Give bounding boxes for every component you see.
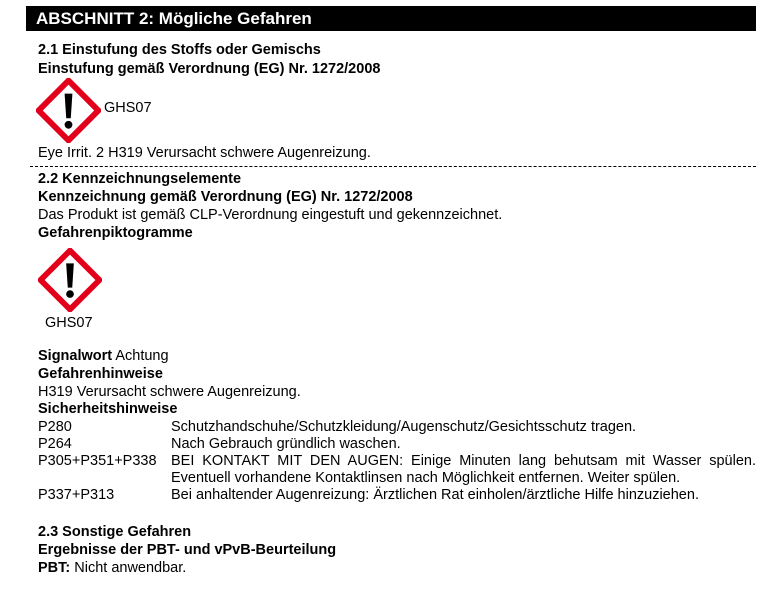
precaution-code: P280 [38,419,72,435]
pictogram-label: GHS07 [104,100,152,116]
precaution-row [38,453,756,487]
signal-word-label: Signalwort [38,348,113,364]
pbt-value: Nicht anwendbar. [70,560,187,576]
section-2-2-heading: 2.2 Kennzeichnungselemente [38,171,242,187]
section-2-3-subheading: Ergebnisse der PBT- und vPvB-Beurteilung [38,542,337,558]
precaution-heading: Sicherheitshinweise [38,401,178,417]
pbt-label: PBT: [38,560,71,576]
ghs07-icon [36,78,101,143]
precaution-row [38,436,756,453]
section-divider [30,166,756,167]
precaution-code: P264 [38,436,72,452]
precaution-text: Bei anhaltender Augenreizung: Ärztlichen Rat einholen/ärztliche Hilfe hinzuziehen. [171,487,699,503]
precaution-text: Nach Gebrauch gründlich waschen. [171,436,401,452]
pictogram-label: GHS07 [45,315,93,331]
section-2-3-heading: 2.3 Sonstige Gefahren [38,524,192,540]
precaution-code: P305+P351+P338 [38,453,157,469]
precaution-row [38,487,756,504]
section-title: ABSCHNITT 2: Mögliche Gefahren [26,6,756,31]
section-2-1-subheading: Einstufung gemäß Verordnung (EG) Nr. 1272/2008 [38,61,381,77]
signal-word-value: Achtung [112,348,169,364]
precaution-code: P337+P313 [38,487,115,503]
hazard-statement: H319 Verursacht schwere Augenreizung. [38,384,301,400]
clp-statement: Das Produkt ist gemäß CLP-Verordnung eingestuft und gekennzeichnet. [38,207,503,223]
ghs07-icon [38,248,102,312]
signal-word [38,348,169,365]
precaution-text: BEI KONTAKT MIT DEN AUGEN: Einige Minuten lang behutsam mit Wasser spülen. Eventuell vorhandene Kontaktlinsen nach Möglichkeit entfernen. Weiter spülen. [171,453,756,486]
precaution-text: Schutzhandschuhe/Schutzkleidung/Augenschutz/Gesichtsschutz tragen. [171,419,637,435]
pbt-result [38,560,186,577]
precaution-row [38,419,756,436]
hazard-heading: Gefahrenhinweise [38,366,163,382]
classification-text: Eye Irrit. 2 H319 Verursacht schwere Augenreizung. [38,145,371,161]
section-2-2-subheading: Kennzeichnung gemäß Verordnung (EG) Nr. 1272/2008 [38,189,413,205]
precaution-list [38,419,756,504]
pictograms-heading: Gefahrenpiktogramme [38,225,193,241]
section-2-1-heading: 2.1 Einstufung des Stoffs oder Gemischs [38,42,321,58]
